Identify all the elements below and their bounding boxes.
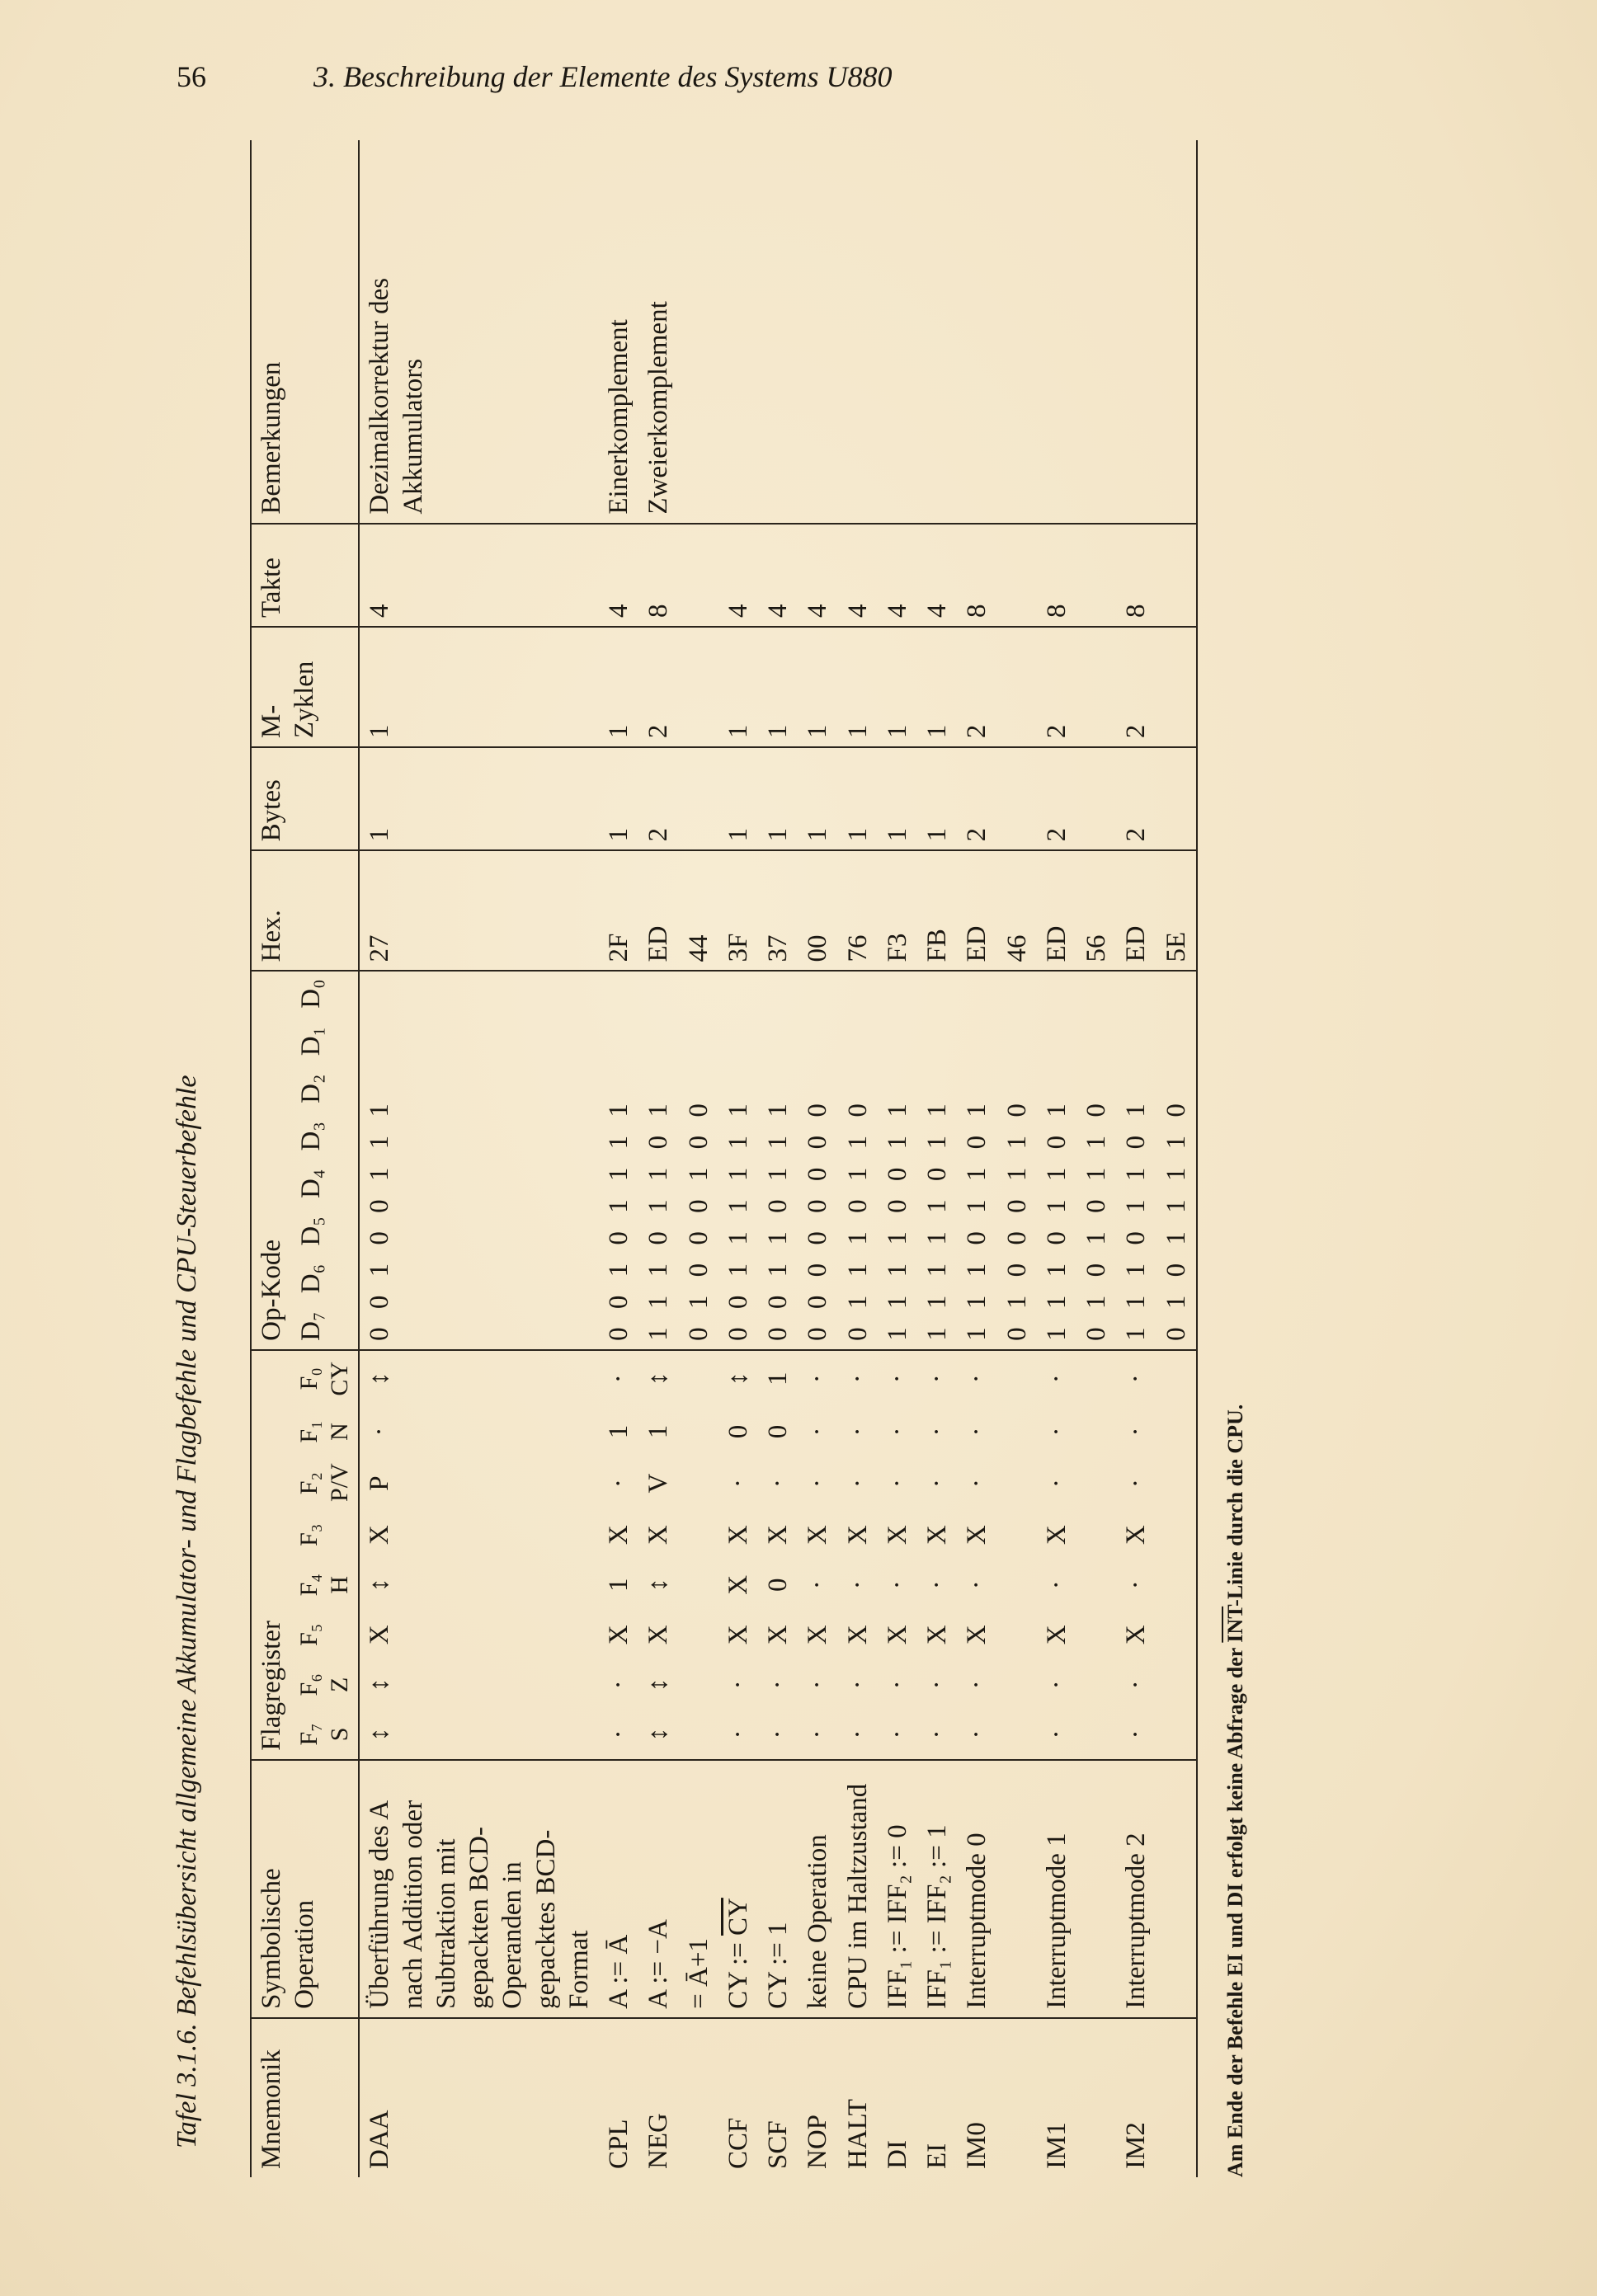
mnemonic-cell: IM0 [957, 2018, 996, 2177]
flag-cell [997, 1610, 1037, 1660]
flag-cell [1076, 1610, 1116, 1660]
flag-cell: · [803, 1729, 833, 1739]
opcode-bits-cell: 0 1 0 0 0 1 1 0 [997, 971, 1037, 1349]
opcode-bit-header: D₇ D₆ D₅ D₄ D₃ D₂ D₁ D₀ [291, 971, 359, 1349]
table-row [1076, 140, 1116, 2177]
hex-cell: F3 [878, 850, 917, 971]
flag-cell [1157, 1350, 1197, 1407]
bytes-cell: 1 [359, 747, 599, 850]
hex-cell: ED [1116, 850, 1156, 971]
flag-cell: · [763, 1680, 794, 1690]
flag-cell: · [842, 1729, 873, 1739]
takte-cell: 8 [638, 524, 678, 627]
flag-f0: F₀ CY [291, 1350, 359, 1407]
flag-cell: ↕ [365, 1727, 395, 1742]
flag-cell: · [838, 1350, 878, 1407]
table-row [878, 140, 917, 2177]
flag-cell [679, 1510, 718, 1560]
takte-cell: 4 [758, 524, 798, 627]
hex-cell: FB [917, 850, 957, 971]
flag-f6: F₆ Z [291, 1660, 359, 1710]
flag-cell [1076, 1660, 1116, 1710]
opcode-bits-cell: 1 1 1 0 1 1 0 1 [1037, 971, 1076, 1349]
flag-cell: 1 [758, 1350, 798, 1407]
table-row [679, 140, 718, 2177]
remark-cell [1076, 140, 1116, 524]
m-zyklen-cell: 1 [718, 627, 758, 747]
flag-cell [1157, 1407, 1197, 1457]
opcode-bits-cell: 0 1 0 0 0 1 0 0 [679, 971, 718, 1349]
table-body [359, 140, 1197, 2177]
takte-cell [997, 524, 1037, 627]
flag-cell [1157, 1510, 1197, 1560]
flag-cell: · [842, 1479, 873, 1489]
flag-cell [679, 1710, 718, 1760]
table-row [599, 140, 638, 2177]
m-zyklen-cell [1076, 627, 1116, 747]
operation-cell: = Ā+1 [679, 1760, 718, 2018]
instruction-table [250, 140, 1198, 2177]
flag-cell: · [962, 1580, 992, 1590]
table-row [638, 140, 678, 2177]
flag-cell [679, 1350, 718, 1407]
remark-cell [838, 140, 878, 524]
operation-cell: IFF₁ := IFF₂ := 1 [917, 1760, 957, 2018]
remark-cell [798, 140, 837, 524]
m-zyklen-cell [997, 627, 1037, 747]
flag-cell: ↕ [365, 1677, 395, 1692]
opcode-bits-cell: 0 1 1 1 0 1 1 0 [838, 971, 878, 1349]
flag-cell: 0 [763, 1578, 794, 1593]
bytes-cell [1157, 747, 1197, 850]
flag-cell: · [1041, 1427, 1072, 1437]
table-row [758, 140, 798, 2177]
flag-cell: ↕ [359, 1350, 599, 1407]
flag-cell: · [1041, 1729, 1072, 1739]
flag-cell: · [763, 1479, 794, 1489]
flag-cell: · [1121, 1580, 1152, 1590]
flag-cell [1076, 1510, 1116, 1560]
flag-cell [679, 1407, 718, 1457]
flag-cell: X [922, 1525, 953, 1546]
remark-cell [1157, 140, 1197, 524]
m-zyklen-cell: 1 [798, 627, 837, 747]
operation-cell: Interruptmode 0 [957, 1760, 996, 2018]
mnemonic-cell [997, 2018, 1037, 2177]
flag-cell: 0 [763, 1424, 794, 1439]
hex-cell: 37 [758, 850, 798, 971]
flag-cell: X [962, 1525, 992, 1546]
table-row [957, 140, 996, 2177]
operation-cell: Überführung des A nach Addition oder Subtraktion mit gepackten BCD-Operanden in gepacktes BCD-Format [359, 1760, 599, 2018]
flag-cell [1076, 1456, 1116, 1510]
flag-cell: · [1037, 1350, 1076, 1407]
bytes-cell: 2 [957, 747, 996, 850]
flag-cell: X [643, 1525, 674, 1546]
opcode-bits-cell: 1 1 1 0 1 1 0 1 [957, 971, 996, 1349]
operation-cell: CPU im Haltzustand [838, 1760, 878, 2018]
flag-cell: X [365, 1525, 395, 1546]
flag-cell: · [1121, 1427, 1152, 1437]
flag-cell: · [842, 1580, 873, 1590]
flag-cell: X [882, 1525, 912, 1546]
m-zyklen-cell: 2 [638, 627, 678, 747]
hex-cell: 46 [997, 850, 1037, 971]
opcode-bits-cell: 1 1 1 1 1 0 1 1 [917, 971, 957, 1349]
mnemonic-cell: NOP [798, 2018, 837, 2177]
mnemonic-cell: DAA [359, 2018, 599, 2177]
takte-cell: 4 [878, 524, 917, 627]
hex-cell: ED [1037, 850, 1076, 971]
bytes-cell: 2 [1116, 747, 1156, 850]
bytes-cell: 1 [917, 747, 957, 850]
mnemonic-cell [1157, 2018, 1197, 2177]
mnemonic-cell: DI [878, 2018, 917, 2177]
flag-cell: · [803, 1427, 833, 1437]
flag-cell: · [962, 1729, 992, 1739]
flag-cell: · [882, 1427, 912, 1437]
flag-f7: F₇ S [291, 1710, 359, 1760]
mnemonic-cell: EI [917, 2018, 957, 2177]
opcode-bits-cell: 0 0 1 1 1 1 1 1 [718, 971, 758, 1349]
operation-cell: IFF₁ := IFF₂ := 0 [878, 1760, 917, 2018]
table-row [917, 140, 957, 2177]
flag-cell: X [723, 1574, 753, 1595]
m-zyklen-cell: 2 [957, 627, 996, 747]
rotated-table-block [172, 82, 1247, 2227]
flag-cell: · [842, 1427, 873, 1437]
flag-cell: · [962, 1427, 992, 1437]
col-symbolische-operation: Symbolische Operation [251, 1760, 359, 2018]
opcode-bits-cell: 1 1 1 1 0 0 1 1 [878, 971, 917, 1349]
flag-cell: · [723, 1680, 753, 1690]
operation-cell: A := Ā [599, 1760, 638, 2018]
opcode-bits-cell: 0 0 1 1 0 1 1 1 [758, 971, 798, 1349]
flag-cell: ↕ [718, 1350, 758, 1407]
col-bemerkungen: Bemerkungen [251, 140, 359, 524]
bytes-cell: 2 [638, 747, 678, 850]
flag-cell [679, 1610, 718, 1660]
flag-cell: X [604, 1525, 634, 1546]
flag-cell: P [365, 1475, 395, 1491]
col-opcode: Op-Kode [251, 971, 291, 1349]
flag-cell [1157, 1660, 1197, 1710]
hex-cell: ED [957, 850, 996, 971]
flag-cell [679, 1660, 718, 1710]
table-row [1116, 140, 1156, 2177]
m-zyklen-cell [679, 627, 718, 747]
flag-cell: ↕ [643, 1578, 674, 1593]
flag-cell: V [643, 1473, 674, 1494]
operation-cell: CY := $\overline{CY}$ [718, 1760, 758, 2018]
flag-cell [1076, 1407, 1116, 1457]
hex-cell: 3F [718, 850, 758, 971]
flag-cell: · [365, 1427, 395, 1437]
remark-cell: Dezimalkorrektur des Akkumulators [365, 277, 428, 515]
operation-cell: A := −A [638, 1760, 678, 2018]
m-zyklen-cell: 2 [1116, 627, 1156, 747]
flag-cell [1157, 1610, 1197, 1660]
remark-cell [1037, 140, 1076, 524]
mnemonic-cell: IM1 [1037, 2018, 1076, 2177]
operation-cell [997, 1760, 1037, 2018]
flag-cell: · [882, 1729, 912, 1739]
flag-cell: X [723, 1525, 753, 1546]
bytes-cell: 1 [838, 747, 878, 850]
flag-cell [997, 1456, 1037, 1510]
flag-f5: F₅ [291, 1610, 359, 1660]
flag-cell: ↕ [643, 1727, 674, 1742]
flag-cell: X [803, 1525, 833, 1546]
flag-cell: · [922, 1479, 953, 1489]
flag-cell [679, 1560, 718, 1611]
flag-cell [997, 1560, 1037, 1611]
flag-cell: X [962, 1625, 992, 1645]
hex-cell: 5E [1157, 850, 1197, 971]
flag-cell: X [1121, 1625, 1152, 1645]
flag-cell: X [1041, 1525, 1072, 1546]
opcode-bits-cell: 1 1 1 0 1 1 0 1 [1116, 971, 1156, 1349]
col-hex: Hex. [251, 850, 359, 971]
col-bytes: Bytes [251, 747, 359, 850]
flag-cell: X [365, 1625, 395, 1645]
bytes-cell [1076, 747, 1116, 850]
flag-cell: X [1041, 1625, 1072, 1645]
flag-cell: · [763, 1729, 794, 1739]
flag-cell: · [1121, 1479, 1152, 1489]
flag-cell: · [922, 1680, 953, 1690]
flag-f3: F₃ [291, 1510, 359, 1560]
m-zyklen-cell: 1 [758, 627, 798, 747]
flag-cell: · [1041, 1580, 1072, 1590]
table-row [1037, 140, 1076, 2177]
mnemonic-cell: SCF [758, 2018, 798, 2177]
running-title: 3. Beschreibung der Elemente des Systems U880 [313, 60, 893, 93]
hex-cell: 27 [359, 850, 599, 971]
flag-cell [679, 1456, 718, 1510]
remark-cell [758, 140, 798, 524]
remark-cell [997, 140, 1037, 524]
hex-cell: 00 [798, 850, 837, 971]
flag-cell: · [962, 1680, 992, 1690]
flag-cell: · [1121, 1680, 1152, 1690]
table-caption: Tafel 3.1.6. Befehlsübersicht allgemeine Akkumulator- und Flagbefehle und CPU-Steuerbefehle [172, 1075, 202, 2148]
flag-cell: · [723, 1479, 753, 1489]
flag-cell: · [604, 1479, 634, 1489]
flag-cell: X [922, 1625, 953, 1645]
table-row [838, 140, 878, 2177]
flag-cell: · [882, 1680, 912, 1690]
remark-cell [957, 140, 996, 524]
flag-cell: ↕ [365, 1578, 395, 1593]
col-takte: Takte [251, 524, 359, 627]
flag-cell: · [798, 1350, 837, 1407]
m-zyklen-cell: 1 [838, 627, 878, 747]
flag-cell: 1 [643, 1424, 674, 1439]
m-zyklen-cell: 1 [599, 627, 638, 747]
opcode-bits-cell: 0 0 1 0 0 1 1 1 [359, 971, 599, 1349]
m-zyklen-cell: 1 [917, 627, 957, 747]
flag-cell: X [842, 1625, 873, 1645]
mnemonic-cell [1076, 2018, 1116, 2177]
hex-cell: ED [638, 850, 678, 971]
mnemonic-cell: NEG [638, 2018, 678, 2177]
table-row [718, 140, 758, 2177]
bytes-cell [997, 747, 1037, 850]
flag-f2: F₂ P/V [291, 1456, 359, 1510]
operation-cell: keine Operation [798, 1760, 837, 2018]
takte-cell: 4 [798, 524, 837, 627]
flag-cell: · [604, 1680, 634, 1690]
flag-cell: · [1041, 1479, 1072, 1489]
operation-cell: CY := 1 [758, 1760, 798, 2018]
flag-cell: ↕ [638, 1350, 678, 1407]
col-m-zyklen: M-Zyklen [251, 627, 359, 747]
flag-cell: · [1121, 1729, 1152, 1739]
takte-cell: 8 [1037, 524, 1076, 627]
table-row [997, 140, 1037, 2177]
flag-cell: 1 [604, 1578, 634, 1593]
takte-cell: 4 [359, 524, 599, 627]
takte-cell: 4 [599, 524, 638, 627]
operation-cell: Interruptmode 2 [1116, 1760, 1156, 2018]
flag-cell: · [957, 1350, 996, 1407]
mnemonic-cell: CPL [599, 2018, 638, 2177]
flag-cell: · [922, 1729, 953, 1739]
m-zyklen-cell: 1 [359, 627, 599, 747]
flag-cell [997, 1350, 1037, 1407]
flag-cell [997, 1660, 1037, 1710]
flag-cell [1157, 1560, 1197, 1611]
bytes-cell: 1 [878, 747, 917, 850]
flag-cell: 0 [723, 1424, 753, 1439]
table-row [1157, 140, 1197, 2177]
takte-cell: 8 [1116, 524, 1156, 627]
mnemonic-cell: IM2 [1116, 2018, 1156, 2177]
takte-cell: 4 [917, 524, 957, 627]
flag-cell: · [803, 1479, 833, 1489]
flag-cell: · [842, 1680, 873, 1690]
flag-cell: · [1116, 1350, 1156, 1407]
flag-cell: X [882, 1625, 912, 1645]
flag-f1: F₁ N [291, 1407, 359, 1457]
table-footnote: Am Ende der Befehle EI und DI erfolgt keine Abfrage der $\overline{INT}$-Linie durch die CPU. [1223, 1404, 1247, 2177]
m-zyklen-cell [1157, 627, 1197, 747]
operation-cell: Interruptmode 1 [1037, 1760, 1076, 2018]
operation-cell [1157, 1760, 1197, 2018]
flag-cell [997, 1710, 1037, 1760]
flag-cell: X [842, 1525, 873, 1546]
flag-cell: · [962, 1479, 992, 1489]
operation-cell [1076, 1760, 1116, 2018]
hex-cell: 56 [1076, 850, 1116, 971]
m-zyklen-cell: 2 [1037, 627, 1076, 747]
flag-cell: · [922, 1427, 953, 1437]
mnemonic-cell: HALT [838, 2018, 878, 2177]
col-mnemonik: Mnemonik [251, 2018, 359, 2177]
remark-cell [878, 140, 917, 524]
flag-cell: · [604, 1729, 634, 1739]
flag-cell: X [763, 1625, 794, 1645]
flag-cell: · [723, 1729, 753, 1739]
flag-cell [1157, 1456, 1197, 1510]
remark-cell: Einerkomplement [604, 319, 634, 515]
remark-cell: Zweierkomplement [643, 301, 674, 515]
bytes-cell [679, 747, 718, 850]
flag-cell [997, 1510, 1037, 1560]
flag-cell: X [763, 1525, 794, 1546]
opcode-bits-cell: 0 1 0 1 1 1 1 0 [1157, 971, 1197, 1349]
flag-cell: · [917, 1350, 957, 1407]
table-row [798, 140, 837, 2177]
remark-cell [917, 140, 957, 524]
col-flagregister: Flagregister [251, 1350, 291, 1760]
flag-cell: · [803, 1680, 833, 1690]
flag-cell: X [643, 1625, 674, 1645]
bytes-cell: 2 [1037, 747, 1076, 850]
flag-cell: · [922, 1580, 953, 1590]
flag-cell: · [803, 1580, 833, 1590]
hex-cell: 2F [599, 850, 638, 971]
flag-cell: · [599, 1350, 638, 1407]
takte-cell: 4 [838, 524, 878, 627]
flag-cell [1076, 1350, 1116, 1407]
bytes-cell: 1 [718, 747, 758, 850]
takte-cell [1157, 524, 1197, 627]
remark-cell [679, 140, 718, 524]
takte-cell: 8 [957, 524, 996, 627]
remark-cell [1116, 140, 1156, 524]
flag-cell: X [1121, 1525, 1152, 1546]
flag-cell: · [882, 1580, 912, 1590]
opcode-bits-cell: 0 0 1 0 1 1 1 1 [599, 971, 638, 1349]
flag-cell: ↕ [643, 1677, 674, 1692]
table-row [359, 140, 599, 2177]
bytes-cell: 1 [599, 747, 638, 850]
flag-cell [1076, 1560, 1116, 1611]
flag-f4: F₄ H [291, 1560, 359, 1611]
flag-cell: 1 [604, 1424, 634, 1439]
takte-cell: 4 [718, 524, 758, 627]
mnemonic-cell [679, 2018, 718, 2177]
flag-cell: X [604, 1625, 634, 1645]
page-number: 56 [177, 60, 206, 93]
bytes-cell: 1 [798, 747, 837, 850]
mnemonic-cell: CCF [718, 2018, 758, 2177]
m-zyklen-cell: 1 [878, 627, 917, 747]
flag-cell [997, 1407, 1037, 1457]
takte-cell [679, 524, 718, 627]
takte-cell [1076, 524, 1116, 627]
hex-cell: 76 [838, 850, 878, 971]
flag-cell: X [723, 1625, 753, 1645]
header-row-1 [251, 140, 291, 2177]
flag-cell [1076, 1710, 1116, 1760]
remark-cell [718, 140, 758, 524]
hex-cell: 44 [679, 850, 718, 971]
flag-cell: · [878, 1350, 917, 1407]
opcode-bits-cell: 0 1 0 1 0 1 1 0 [1076, 971, 1116, 1349]
opcode-bits-cell: 0 0 0 0 0 0 0 0 [798, 971, 837, 1349]
flag-cell [1157, 1710, 1197, 1760]
bytes-cell: 1 [758, 747, 798, 850]
flag-cell: X [803, 1625, 833, 1645]
opcode-bits-cell: 1 1 1 0 1 1 0 1 [638, 971, 678, 1349]
flag-cell: · [1041, 1680, 1072, 1690]
flag-cell: · [882, 1479, 912, 1489]
